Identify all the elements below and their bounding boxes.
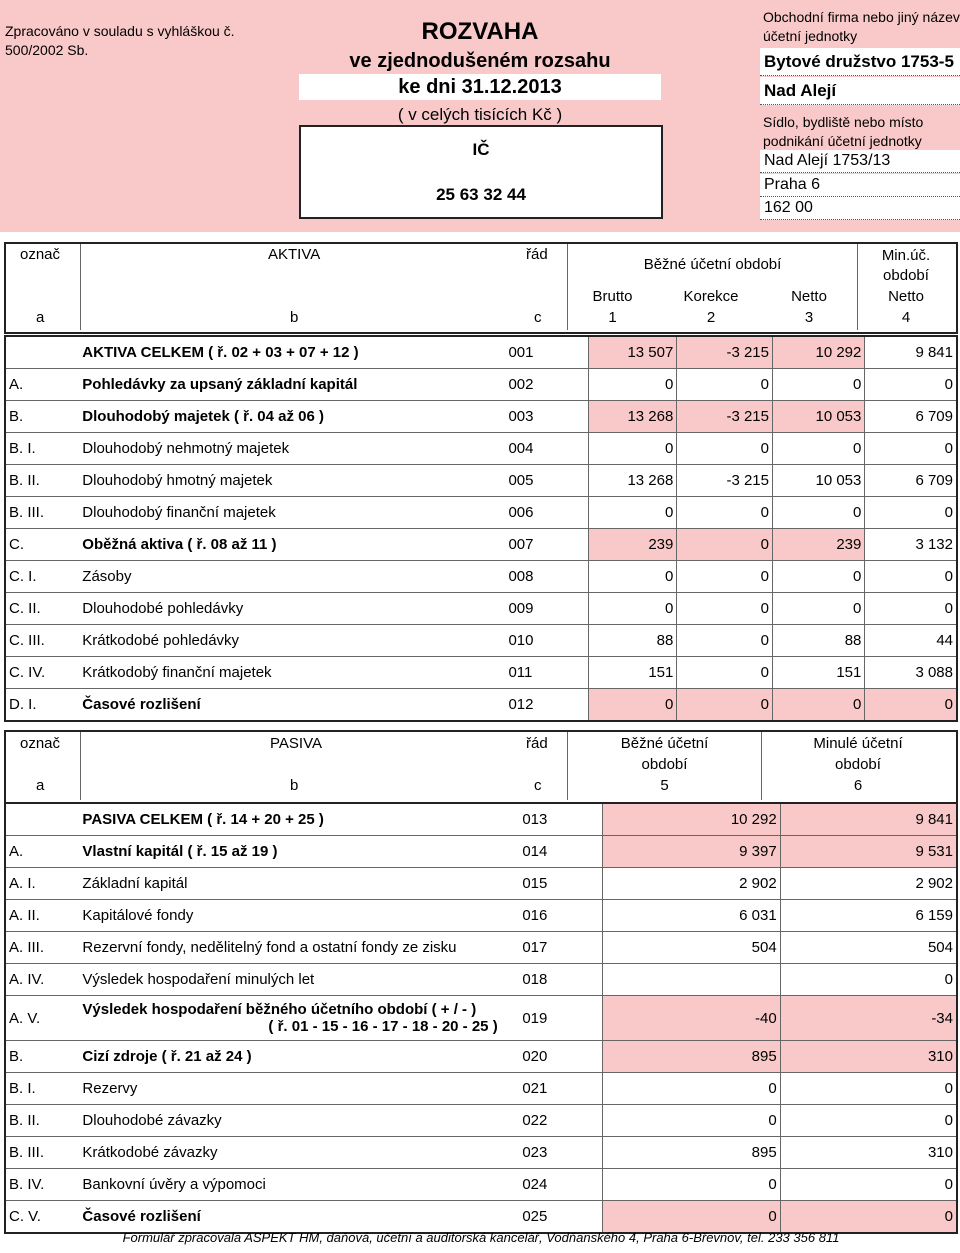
row-name: Krátkodobé pohledávky — [79, 625, 504, 657]
row-mark: C. II. — [5, 593, 79, 625]
brutto-value: 13 268 — [588, 401, 677, 433]
firm-label: Obchodní firma nebo jiný název účetní jednotky — [763, 9, 960, 44]
firm-name-line2: Nad Alejí — [760, 77, 960, 105]
row-number: 012 — [504, 689, 588, 722]
row-number: 010 — [504, 625, 588, 657]
row-number: 011 — [504, 657, 588, 689]
minule-value: 310 — [780, 1137, 957, 1169]
row-name: Dlouhodobý hmotný majetek — [79, 465, 504, 497]
divider — [80, 732, 81, 800]
row-number: 007 — [504, 529, 588, 561]
pasiva-col-6: 6 — [853, 777, 863, 794]
col-netto-min: Netto — [888, 288, 924, 305]
row-name: Rezervní fondy, nedělitelný fond a ostatní fondy ze zisku — [79, 932, 518, 964]
min-netto-value: 6 709 — [865, 465, 957, 497]
min-netto-value: 0 — [865, 689, 957, 722]
brutto-value: 0 — [588, 369, 677, 401]
table-row — [5, 529, 957, 561]
row-number: 017 — [518, 932, 602, 964]
table-row — [5, 1201, 957, 1234]
min-netto-value: 0 — [865, 433, 957, 465]
footer-note: Formulář zpracovala ASPEKT HM, daňová, účetní a auditorská kancelář, Vodňanského 4, Praha 6-Břevnov, tel. 233 356 811 — [122, 1230, 840, 1245]
table-row — [5, 336, 957, 369]
row-name: Dlouhodobý nehmotný majetek — [79, 433, 504, 465]
table-row — [5, 1137, 957, 1169]
table-row — [5, 593, 957, 625]
row-mark: A. V. — [5, 996, 79, 1041]
table-row — [5, 369, 957, 401]
document-subtitle: ve zjednodušeném rozsahu — [349, 50, 611, 72]
col-rad: řád — [526, 246, 548, 263]
bezne-value: 504 — [602, 932, 780, 964]
row-name — [79, 996, 518, 1041]
bezne-value: 0 — [602, 1105, 780, 1137]
row-name: Dlouhodobé závazky — [79, 1105, 518, 1137]
col-a: a — [36, 309, 45, 326]
ic-value: 25 63 32 44 — [299, 172, 663, 219]
minule-value: 9 841 — [780, 803, 957, 836]
row-mark: C. III. — [5, 625, 79, 657]
row-name: Dlouhodobý finanční majetek — [79, 497, 504, 529]
col-bezne-obdobi: Běžné účetní období — [643, 256, 782, 273]
col-4: 4 — [901, 309, 911, 326]
netto-value: 151 — [773, 657, 865, 689]
bezne-value: -40 — [602, 996, 780, 1041]
row-name: Krátkodobé závazky — [79, 1137, 518, 1169]
pasiva-col-bezne-1: Běžné účetní — [620, 735, 709, 752]
min-netto-value: 3 132 — [865, 529, 957, 561]
bezne-value: 10 292 — [602, 803, 780, 836]
row-mark: B. I. — [5, 1073, 79, 1105]
min-netto-value: 6 709 — [865, 401, 957, 433]
netto-value: 0 — [773, 497, 865, 529]
table-row — [5, 836, 957, 868]
row-name: Dlouhodobý majetek ( ř. 04 až 06 ) — [79, 401, 504, 433]
row-number: 016 — [518, 900, 602, 932]
min-netto-value: 9 841 — [865, 336, 957, 369]
table-row — [5, 1105, 957, 1137]
minule-value: 0 — [780, 1201, 957, 1234]
brutto-value: 239 — [588, 529, 677, 561]
netto-value: 10 053 — [773, 401, 865, 433]
table-row — [5, 1073, 957, 1105]
korekce-value: 0 — [677, 529, 773, 561]
bezne-value: 895 — [602, 1041, 780, 1073]
col-b: b — [290, 309, 299, 326]
row-mark — [5, 336, 79, 369]
col-aktiva: AKTIVA — [268, 246, 321, 263]
row-mark: A. II. — [5, 900, 79, 932]
netto-value: 0 — [773, 593, 865, 625]
table-row — [5, 401, 957, 433]
row-mark: A. I. — [5, 868, 79, 900]
korekce-value: -3 215 — [677, 401, 773, 433]
row-number: 003 — [504, 401, 588, 433]
row-mark: B. III. — [5, 1137, 79, 1169]
table-row — [5, 868, 957, 900]
netto-value: 10 292 — [773, 336, 865, 369]
row-mark: A. — [5, 836, 79, 868]
row-mark: A. — [5, 369, 79, 401]
table-row — [5, 433, 957, 465]
row-mark: B. IV. — [5, 1169, 79, 1201]
col-netto: Netto — [791, 288, 827, 305]
netto-value: 0 — [773, 369, 865, 401]
row-number: 020 — [518, 1041, 602, 1073]
row-name: Cizí zdroje ( ř. 21 až 24 ) — [79, 1041, 518, 1073]
row-name: Pohledávky za upsaný základní kapitál — [79, 369, 504, 401]
korekce-value: 0 — [677, 497, 773, 529]
col-c: c — [534, 309, 542, 326]
min-netto-value: 3 088 — [865, 657, 957, 689]
bezne-value: 0 — [602, 1073, 780, 1105]
ic-label: IČ — [299, 125, 663, 175]
netto-value: 88 — [773, 625, 865, 657]
table-row — [5, 932, 957, 964]
brutto-value: 13 507 — [588, 336, 677, 369]
row-number: 023 — [518, 1137, 602, 1169]
min-netto-value: 0 — [865, 593, 957, 625]
col-3: 3 — [804, 309, 814, 326]
row-name: Rezervy — [79, 1073, 518, 1105]
korekce-value: 0 — [677, 625, 773, 657]
bezne-value: 6 031 — [602, 900, 780, 932]
row-mark: B. II. — [5, 1105, 79, 1137]
korekce-value: 0 — [677, 561, 773, 593]
row-mark — [5, 803, 79, 836]
minule-value: 310 — [780, 1041, 957, 1073]
col-1: 1 — [608, 309, 617, 326]
col-korekce: Korekce — [683, 288, 739, 305]
row-number: 013 — [518, 803, 602, 836]
korekce-value: 0 — [677, 593, 773, 625]
row-number: 015 — [518, 868, 602, 900]
brutto-value: 0 — [588, 561, 677, 593]
seat-line1: Nad Alejí 1753/13 — [760, 150, 960, 173]
minule-value: 0 — [780, 1105, 957, 1137]
korekce-value: -3 215 — [677, 336, 773, 369]
document-title: ROZVAHA — [421, 18, 539, 45]
brutto-value: 88 — [588, 625, 677, 657]
pasiva-col-minule-2: období — [835, 756, 881, 773]
row-name-line1: Výsledek hospodaření běžného účetního období ( + / - ) — [82, 1001, 477, 1018]
row-name: AKTIVA CELKEM ( ř. 02 + 03 + 07 + 12 ) — [79, 336, 504, 369]
row-mark: C. IV. — [5, 657, 79, 689]
row-number: 025 — [518, 1201, 602, 1234]
bezne-value: 2 902 — [602, 868, 780, 900]
col-min-obdobi: Min.úč. období — [881, 247, 931, 284]
row-number: 018 — [518, 964, 602, 996]
table-row — [5, 561, 957, 593]
pasiva-table — [4, 802, 958, 1234]
table-row — [5, 996, 957, 1041]
minule-value: 504 — [780, 932, 957, 964]
col-2: 2 — [706, 309, 716, 326]
row-name: Krátkodobý finanční majetek — [79, 657, 504, 689]
table-row — [5, 1169, 957, 1201]
brutto-value: 0 — [588, 433, 677, 465]
row-mark: B. I. — [5, 433, 79, 465]
minule-value: 2 902 — [780, 868, 957, 900]
row-mark: D. I. — [5, 689, 79, 722]
aktiva-table — [4, 335, 958, 722]
netto-value: 239 — [773, 529, 865, 561]
brutto-value: 0 — [588, 593, 677, 625]
row-number: 021 — [518, 1073, 602, 1105]
row-name-line2: ( ř. 01 - 15 - 16 - 17 - 18 - 20 - 25 ) — [268, 1018, 498, 1035]
pasiva-col-b: b — [290, 777, 299, 794]
row-number: 022 — [518, 1105, 602, 1137]
netto-value: 0 — [773, 561, 865, 593]
seat-line3: 162 00 — [760, 197, 960, 220]
table-row — [5, 625, 957, 657]
firm-name-line1: Bytové družstvo 1753-5 — [760, 48, 960, 76]
row-name: Oběžná aktiva ( ř. 08 až 11 ) — [79, 529, 504, 561]
table-row — [5, 689, 957, 722]
minule-value: 9 531 — [780, 836, 957, 868]
table-row — [5, 803, 957, 836]
row-mark: C. V. — [5, 1201, 79, 1234]
table-row — [5, 465, 957, 497]
minule-value: -34 — [780, 996, 957, 1041]
row-number: 005 — [504, 465, 588, 497]
table-row — [5, 900, 957, 932]
brutto-value: 0 — [588, 689, 677, 722]
bezne-value: 895 — [602, 1137, 780, 1169]
row-mark: A. IV. — [5, 964, 79, 996]
netto-value: 0 — [773, 433, 865, 465]
seat-label: Sídlo, bydliště nebo místo podnikání účetní jednotky — [763, 114, 924, 149]
row-number: 001 — [504, 336, 588, 369]
row-mark: B. II. — [5, 465, 79, 497]
brutto-value: 151 — [588, 657, 677, 689]
minule-value: 0 — [780, 1073, 957, 1105]
row-name: PASIVA CELKEM ( ř. 14 + 20 + 25 ) — [79, 803, 518, 836]
row-name: Základní kapitál — [79, 868, 518, 900]
row-name: Vlastní kapitál ( ř. 15 až 19 ) — [79, 836, 518, 868]
pasiva-col-bezne-2: období — [641, 756, 688, 773]
row-number: 006 — [504, 497, 588, 529]
korekce-value: 0 — [677, 657, 773, 689]
table-row — [5, 657, 957, 689]
pasiva-col-minule-1: Minulé účetní — [813, 735, 903, 752]
bezne-value: 9 397 — [602, 836, 780, 868]
row-mark: B. — [5, 1041, 79, 1073]
pasiva-col-a: a — [36, 777, 45, 794]
pasiva-col-c: c — [534, 777, 542, 794]
row-name: Zásoby — [79, 561, 504, 593]
netto-value: 10 053 — [773, 465, 865, 497]
korekce-value: -3 215 — [677, 465, 773, 497]
row-mark: A. III. — [5, 932, 79, 964]
min-netto-value: 0 — [865, 497, 957, 529]
legal-note: Zpracováno v souladu s vyhláškou č. 500/2002 Sb. — [5, 23, 235, 58]
row-name: Bankovní úvěry a výpomoci — [79, 1169, 518, 1201]
bezne-value — [602, 964, 780, 996]
korekce-value: 0 — [677, 369, 773, 401]
row-number: 014 — [518, 836, 602, 868]
brutto-value: 13 268 — [588, 465, 677, 497]
netto-value: 0 — [773, 689, 865, 722]
row-mark: C. — [5, 529, 79, 561]
balance-date: ke dni 31.12.2013 — [299, 74, 661, 100]
bezne-value: 0 — [602, 1169, 780, 1201]
row-name: Časové rozlišení — [79, 1201, 518, 1234]
row-mark: B. III. — [5, 497, 79, 529]
row-number: 024 — [518, 1169, 602, 1201]
row-number: 019 — [518, 996, 602, 1041]
row-mark: B. — [5, 401, 79, 433]
pasiva-col-oznac: označ — [20, 735, 61, 752]
min-netto-value: 0 — [865, 369, 957, 401]
table-row — [5, 1041, 957, 1073]
row-number: 008 — [504, 561, 588, 593]
divider — [80, 244, 81, 330]
korekce-value: 0 — [677, 433, 773, 465]
pasiva-col-rad: řád — [526, 735, 548, 752]
min-netto-value: 0 — [865, 561, 957, 593]
pasiva-col-5: 5 — [660, 777, 669, 794]
row-name: Dlouhodobé pohledávky — [79, 593, 504, 625]
minule-value: 0 — [780, 964, 957, 996]
col-oznac: označ — [20, 246, 61, 263]
brutto-value: 0 — [588, 497, 677, 529]
seat-line2: Praha 6 — [760, 174, 960, 197]
korekce-value: 0 — [677, 689, 773, 722]
min-netto-value: 44 — [865, 625, 957, 657]
minule-value: 6 159 — [780, 900, 957, 932]
row-name: Výsledek hospodaření minulých let — [79, 964, 518, 996]
table-row — [5, 964, 957, 996]
row-number: 004 — [504, 433, 588, 465]
pasiva-col-pasiva: PASIVA — [270, 735, 322, 752]
table-row — [5, 497, 957, 529]
units-note: ( v celých tisících Kč ) — [397, 105, 563, 124]
row-mark: C. I. — [5, 561, 79, 593]
bezne-value: 0 — [602, 1201, 780, 1234]
row-name: Časové rozlišení — [79, 689, 504, 722]
row-number: 002 — [504, 369, 588, 401]
row-name: Kapitálové fondy — [79, 900, 518, 932]
row-number: 009 — [504, 593, 588, 625]
minule-value: 0 — [780, 1169, 957, 1201]
col-brutto: Brutto — [592, 288, 633, 305]
